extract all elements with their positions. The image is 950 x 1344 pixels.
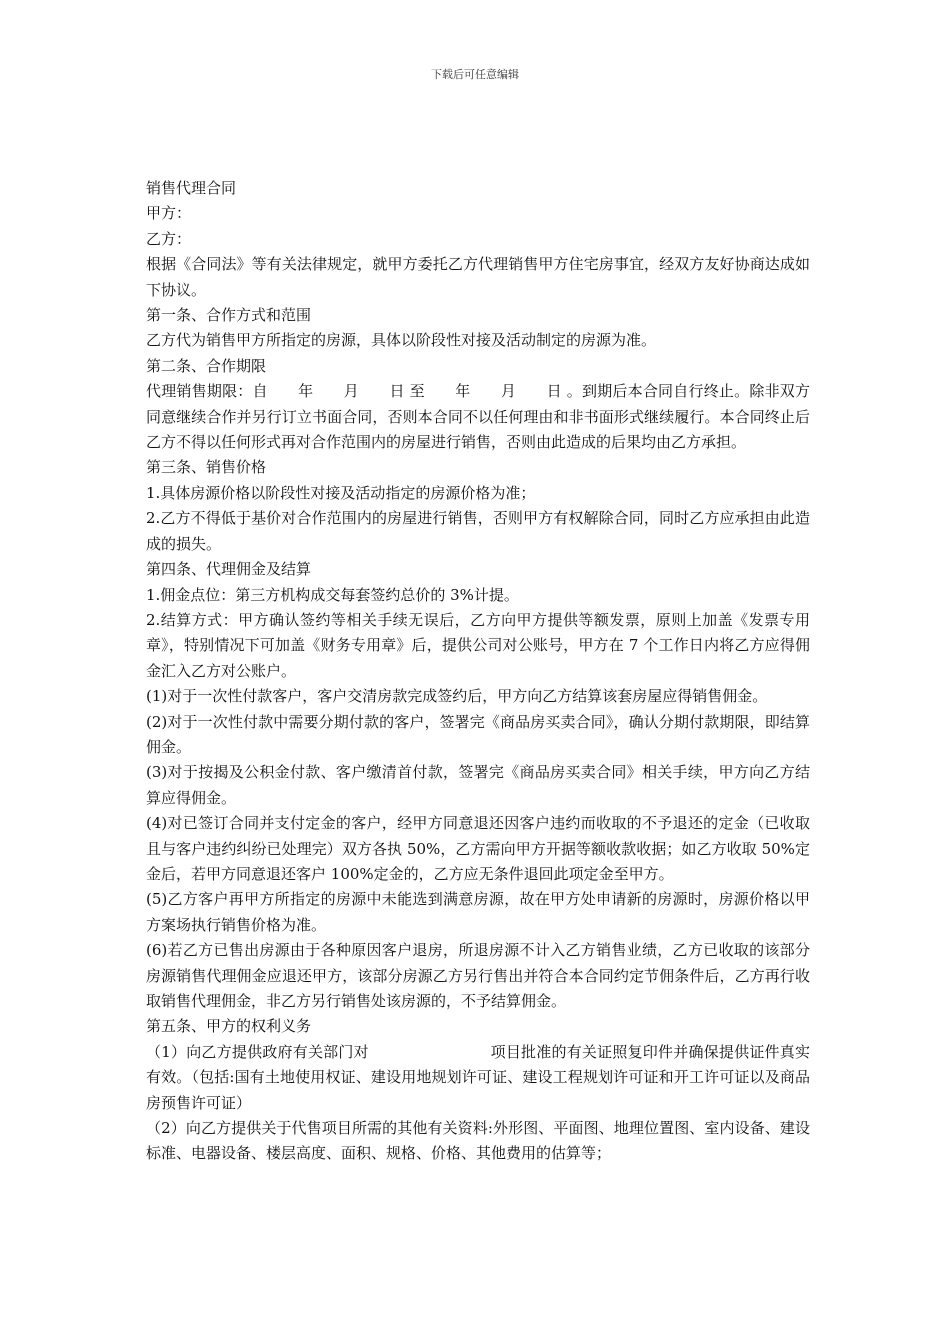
article-1-paragraph: 乙方代为销售甲方所指定的房源，具体以阶段性对接及活动制定的房源为准。 [146, 331, 657, 350]
article-3-item-1: 1.具体房源价格以阶段性对接及活动指定的房源价格为准； [146, 483, 536, 502]
party-b-line: 乙方： [146, 229, 192, 248]
page-header-note: 下载后可任意编辑 [431, 68, 519, 81]
article-4-sub-4: (4)对已签订合同并支付定金的客户，经甲方同意退还因客户违约而收取的不予退还的定金（已收取且与客户违约纠纷已处理完）双方各执 50%，乙方需向甲方开据等额收款收据；如乙方收取 50%定金后，若甲方同意退还客户 100%定金的，乙方应无条件退回此项定金至甲方。 [146, 814, 810, 883]
article-2-paragraph: 代理销售期限：自 年 月 日 至 年 月 日 。到期后本合同自行终止。除非双方同意继续合作并另行订立书面合同，否则本合同不以任何理由和非书面形式继续履行。本合同终止后乙方不得以任何形式再对合作范围内的房屋进行销售，否则由此造成的后果均由乙方承担。 [146, 382, 810, 452]
article-5-item-1: （1）向乙方提供政府有关部门对 项目批准的有关证照复印件并确保提供证件真实有效。（包括:国有土地使用权证、建设用地规划许可证、建设工程规划许可证和开工许可证以及商品房预售许可证） [146, 1042, 810, 1112]
article-5-heading: 第五条、甲方的权利义务 [146, 1017, 312, 1036]
preamble-paragraph: 根据《合同法》等有关法律规定，就甲方委托乙方代理销售甲方住宅房事宜，经双方友好协商达成如下协议。 [146, 255, 810, 299]
article-3-item-2: 2.乙方不得低于基价对合作范围内的房屋进行销售，否则甲方有权解除合同，同时乙方应承担由此造成的损失。 [146, 509, 810, 553]
article-4-sub-6: (6)若乙方已售出房源由于各种原因客户退房，所退房源不计入乙方销售业绩，乙方已收取的该部分房源销售代理佣金应退还甲方，该部分房源乙方另行售出并符合本合同约定节佣条件后，乙方再行收取销售代理佣金，非乙方另行销售处该房源的，不予结算佣金。 [146, 941, 810, 1010]
document-body [146, 176, 810, 1167]
article-4-sub-3: (3)对于按揭及公积金付款、客户缴清首付款，签署完《商品房买卖合同》相关手续，甲方向乙方结算应得佣金。 [146, 763, 810, 807]
document-title: 销售代理合同 [146, 179, 237, 197]
article-2-heading: 第二条、合作期限 [146, 356, 267, 375]
article-3-heading: 第三条、销售价格 [146, 458, 267, 477]
party-a-line: 甲方： [146, 204, 192, 223]
article-5-item-2: （2）向乙方提供关于代售项目所需的其他有关资料:外形图、平面图、地理位置图、室内设备、建设标准、电器设备、楼层高度、面积、规格、价格、其他费用的估算等； [146, 1119, 810, 1163]
article-4-item-2: 2.结算方式：甲方确认签约等相关手续无误后，乙方向甲方提供等额发票，原则上加盖《发票专用章》，特别情况下可加盖《财务专用章》后，提供公司对公账号，甲方在 7 个工作日内将乙方应得佣金汇入乙方对公账户。 [146, 610, 810, 680]
article-4-sub-5: (5)乙方客户再甲方所指定的房源中未能选到满意房源，故在甲方处申请新的房源时，房源价格以甲方案场执行销售价格为准。 [146, 890, 810, 934]
article-4-sub-1: (1)对于一次性付款客户，客户交清房款完成签约后，甲方向乙方结算该套房屋应得销售佣金。 [146, 687, 768, 706]
article-4-sub-2: (2)对于一次性付款中需要分期付款的客户，签署完《商品房买卖合同》，确认分期付款期限，即结算佣金。 [146, 712, 810, 756]
article-4-item-1: 1.佣金点位：第三方机构成交每套签约总价的 3%计提。 [146, 585, 519, 604]
article-1-heading: 第一条、合作方式和范围 [146, 306, 312, 325]
article-4-heading: 第四条、代理佣金及结算 [146, 560, 312, 579]
